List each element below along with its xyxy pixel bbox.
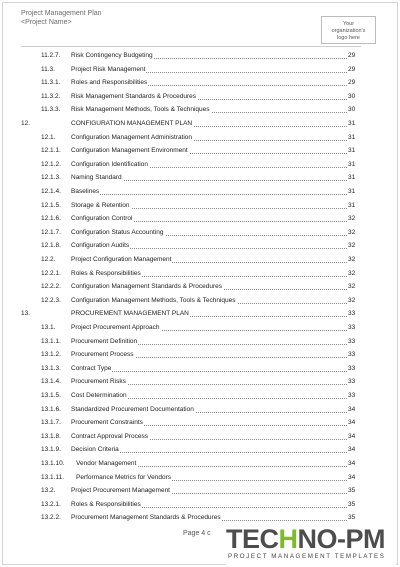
toc-entry-number: 13.1.9. <box>41 446 61 454</box>
toc-entry-number: 12.2.2. <box>41 283 61 291</box>
toc-entry-number: 13.1.7. <box>41 419 61 427</box>
toc-entry-title: CONFIGURATION MANAGEMENT PLAN <box>71 117 193 131</box>
toc-entry-page: 35 <box>347 484 355 498</box>
toc-entry-page: 35 <box>347 511 355 525</box>
toc-entry-title: Project Procurement Approach <box>71 321 161 335</box>
toc-entry-page: 31 <box>347 185 355 199</box>
toc-entry[interactable] <box>3 117 397 131</box>
toc-entry[interactable] <box>3 416 397 430</box>
toc-entry-number: 13.1.1. <box>41 337 61 345</box>
toc-entry-page: 34 <box>347 416 355 430</box>
toc-entry-title: Configuration Management Methods, Tools & Techniques <box>71 294 237 308</box>
toc-entry-page: 33 <box>347 362 355 376</box>
toc-entry[interactable] <box>3 348 397 362</box>
toc-entry-page: 31 <box>347 131 355 145</box>
toc-entry-number: 13.2. <box>41 487 56 495</box>
toc-entry-page: 33 <box>347 348 355 362</box>
toc-entry-title: Vendor Management <box>76 457 137 471</box>
toc-entry-page: 32 <box>347 226 355 240</box>
toc-entry-page: 32 <box>347 267 355 281</box>
toc-entry[interactable] <box>3 362 397 376</box>
toc-entry-title: Risk Contingency Budgeting <box>71 49 154 63</box>
toc-entry-title: Contract Approval Process <box>71 430 149 444</box>
toc-entry-page: 29 <box>347 49 355 63</box>
brand-tagline: PROJECT MANAGEMENT TEMPLATES <box>228 553 386 560</box>
toc-entry-title: Risk Management Standards & Procedures <box>71 90 197 104</box>
toc-entry-page: 32 <box>347 294 355 308</box>
brand-word-part3: NO-PM <box>297 524 385 554</box>
toc-entry-number: 12.1.1. <box>41 147 61 155</box>
toc-entry[interactable] <box>3 403 397 417</box>
toc-entry-number: 12.2. <box>41 256 56 263</box>
toc-entry[interactable] <box>3 144 397 158</box>
toc-entry[interactable] <box>3 443 397 457</box>
toc-entry-title: Cost Determination <box>71 389 128 403</box>
toc-entry-title: Roles & Responsibilities <box>71 267 142 281</box>
toc-entry-page: 34 <box>347 443 355 457</box>
toc-entry[interactable] <box>3 131 397 145</box>
toc-entry-number: 12.1.3. <box>41 174 61 182</box>
toc-entry-number: 12.1.7. <box>41 228 61 236</box>
toc-entry-title: Configuration Management Administration <box>71 131 193 145</box>
toc-entry-title: Procurement Risks <box>71 375 127 389</box>
toc-entry-number: 11.3.1. <box>41 79 61 87</box>
header-title: Project Management Plan <box>21 10 102 17</box>
toc-entry[interactable] <box>3 49 397 63</box>
toc-entry-title: Project Risk Management <box>71 63 146 77</box>
toc-entry-title: Project Procurement Management <box>71 484 171 498</box>
toc-entry-title: Procurement Management Standards & Procedures <box>71 511 222 525</box>
toc-entry-number: 13.2.2. <box>41 514 61 522</box>
toc-entry-page: 34 <box>347 403 355 417</box>
toc-entry-number: 12.2.1. <box>41 269 61 277</box>
logo-placeholder <box>321 16 376 44</box>
logo-placeholder-line1: Your <box>342 21 355 27</box>
toc-entry-number: 12.1.2. <box>41 160 61 168</box>
toc-entry-number: 13.1.4. <box>41 378 61 386</box>
toc-entry[interactable] <box>3 294 397 308</box>
toc-entry[interactable] <box>3 253 397 267</box>
toc-entry-number: 12. <box>21 120 31 127</box>
toc-entry-title: Standardized Procurement Documentation <box>71 403 195 417</box>
toc-entry-number: 12.1.4. <box>41 188 61 195</box>
toc-entry[interactable] <box>3 239 397 253</box>
toc-entry[interactable] <box>3 430 397 444</box>
toc-entry-number: 12.1. <box>41 133 56 141</box>
toc-entry-page: 31 <box>347 158 355 172</box>
toc-entry-title: Baselines <box>71 185 100 199</box>
toc-entry-page: 34 <box>347 430 355 444</box>
toc-entry-title: Configuration Control <box>71 212 133 226</box>
header-divider <box>21 46 361 47</box>
toc-entry-page: 34 <box>347 471 355 485</box>
toc-entry-number: 11.3.2. <box>41 92 61 100</box>
toc-entry[interactable] <box>3 511 397 525</box>
toc-entry-page: 32 <box>347 253 355 267</box>
header-subtitle: <Project Name> <box>21 19 72 26</box>
toc-entry-page: 33 <box>347 389 355 403</box>
toc-entry-page: 33 <box>347 321 355 335</box>
toc-entry[interactable] <box>3 484 397 498</box>
logo-placeholder-line2: organization's <box>331 28 366 34</box>
toc-entry-title: Procurement Definition <box>71 335 138 349</box>
toc-entry-page: 32 <box>347 280 355 294</box>
page-number: Page 4 c <box>183 530 211 537</box>
toc-entry[interactable] <box>3 375 397 389</box>
toc-entry-page: 32 <box>347 212 355 226</box>
toc-entry-page: 31 <box>347 144 355 158</box>
toc-entry-title: Storage & Retention <box>71 199 131 213</box>
toc-entry[interactable] <box>3 335 397 349</box>
toc-entry-number: 13. <box>21 310 31 318</box>
toc-entry-title: Roles and Responsibilities <box>71 76 148 90</box>
toc-entry-page: 32 <box>347 239 355 253</box>
toc-entry-page: 33 <box>347 375 355 389</box>
toc-entry[interactable] <box>3 498 397 512</box>
document-page <box>2 2 398 565</box>
toc-entry[interactable] <box>3 199 397 213</box>
toc-entry-number: 13.2.1. <box>41 500 61 508</box>
toc-entry-number: 12.1.8. <box>41 242 61 250</box>
toc-entry-number: 12.2.3. <box>41 296 61 304</box>
toc-entry-title: Performance Metrics for Vendors <box>76 471 172 485</box>
toc-entry-number: 13.1.11. <box>41 473 65 481</box>
toc-entry-title: PROCUREMENT MANAGEMENT PLAN <box>71 307 190 321</box>
toc-entry[interactable] <box>3 280 397 294</box>
toc-entry[interactable] <box>3 457 397 471</box>
toc-entry[interactable] <box>3 389 397 403</box>
toc-entry-title: Roles & Responsibilities <box>71 498 142 512</box>
toc-entry-number: 13.1.8. <box>41 432 61 440</box>
toc-entry-title: Configuration Management Standards & Procedures <box>71 280 223 294</box>
toc-entry-page: 31 <box>347 171 355 185</box>
toc-entry-title: Contract Type <box>71 362 112 376</box>
toc-entry-page: 30 <box>347 103 355 117</box>
brand-word-part1: TEC <box>226 524 279 554</box>
toc-entry-title: Risk Management Methods, Tools & Techniques <box>71 103 211 117</box>
toc-entry[interactable] <box>3 267 397 281</box>
toc-entry[interactable] <box>3 307 397 321</box>
toc-entry-number: 12.1.5. <box>41 201 61 209</box>
toc-entry[interactable] <box>3 76 397 90</box>
toc-entry-number: 11.3.3. <box>41 106 61 114</box>
toc-entry[interactable] <box>3 185 397 199</box>
toc-entry-title: Configuration Status Accounting <box>71 226 165 240</box>
toc-entry-number: 11.3. <box>41 65 55 73</box>
toc-entry-page: 33 <box>347 307 355 321</box>
toc-entry-page: 34 <box>347 457 355 471</box>
brand-wordmark <box>226 524 385 554</box>
toc-entry[interactable] <box>3 63 397 77</box>
toc-entry-number: 13.1.3. <box>41 364 61 372</box>
brand-word-part2: H <box>278 524 298 554</box>
toc-entry-leader <box>71 371 347 372</box>
toc-entry[interactable] <box>3 158 397 172</box>
toc-entry[interactable] <box>3 90 397 104</box>
toc-entry-number: 13.1.6. <box>41 405 61 413</box>
toc-entry[interactable] <box>3 471 397 485</box>
toc-entry-number: 13.1. <box>41 324 56 331</box>
toc-entry-number: 11.2.7. <box>41 52 61 59</box>
toc-entry-page: 31 <box>347 199 355 213</box>
toc-entry-leader <box>71 194 347 195</box>
toc-entry-title: Project Configuration Management <box>71 253 172 267</box>
toc-entry-number: 13.1.5. <box>41 392 61 399</box>
toc-entry[interactable] <box>3 212 397 226</box>
toc-entry-title: Decision Criteria <box>71 443 120 457</box>
toc-entry-title: Procurement Process <box>71 348 135 362</box>
toc-entry-page: 29 <box>347 63 355 77</box>
toc-entry-title: Procurement Constraints <box>71 416 144 430</box>
toc-entry[interactable] <box>3 171 397 185</box>
toc-entry-page: 33 <box>347 335 355 349</box>
brand-logo <box>226 524 396 566</box>
toc-entry[interactable] <box>3 321 397 335</box>
toc-entry-number: 13.1.10. <box>41 460 65 467</box>
toc-entry[interactable] <box>3 103 397 117</box>
toc-entry-title: Configuration Management Environment <box>71 144 189 158</box>
toc-entry-title: Configuration Audits <box>71 239 130 253</box>
toc-entry-title: Naming Standard <box>71 171 123 185</box>
toc-entry-number: 13.1.2. <box>41 351 61 359</box>
logo-placeholder-line3: logo here <box>337 35 360 41</box>
toc-entry-page: 30 <box>347 90 355 104</box>
toc-entry-title: Configuration Identification <box>71 158 149 172</box>
toc-entry-page: 35 <box>347 498 355 512</box>
toc-entry-number: 12.1.6. <box>41 215 61 223</box>
toc-entry[interactable] <box>3 226 397 240</box>
toc-entry-page: 31 <box>347 117 355 131</box>
toc-entry-page: 29 <box>347 76 355 90</box>
